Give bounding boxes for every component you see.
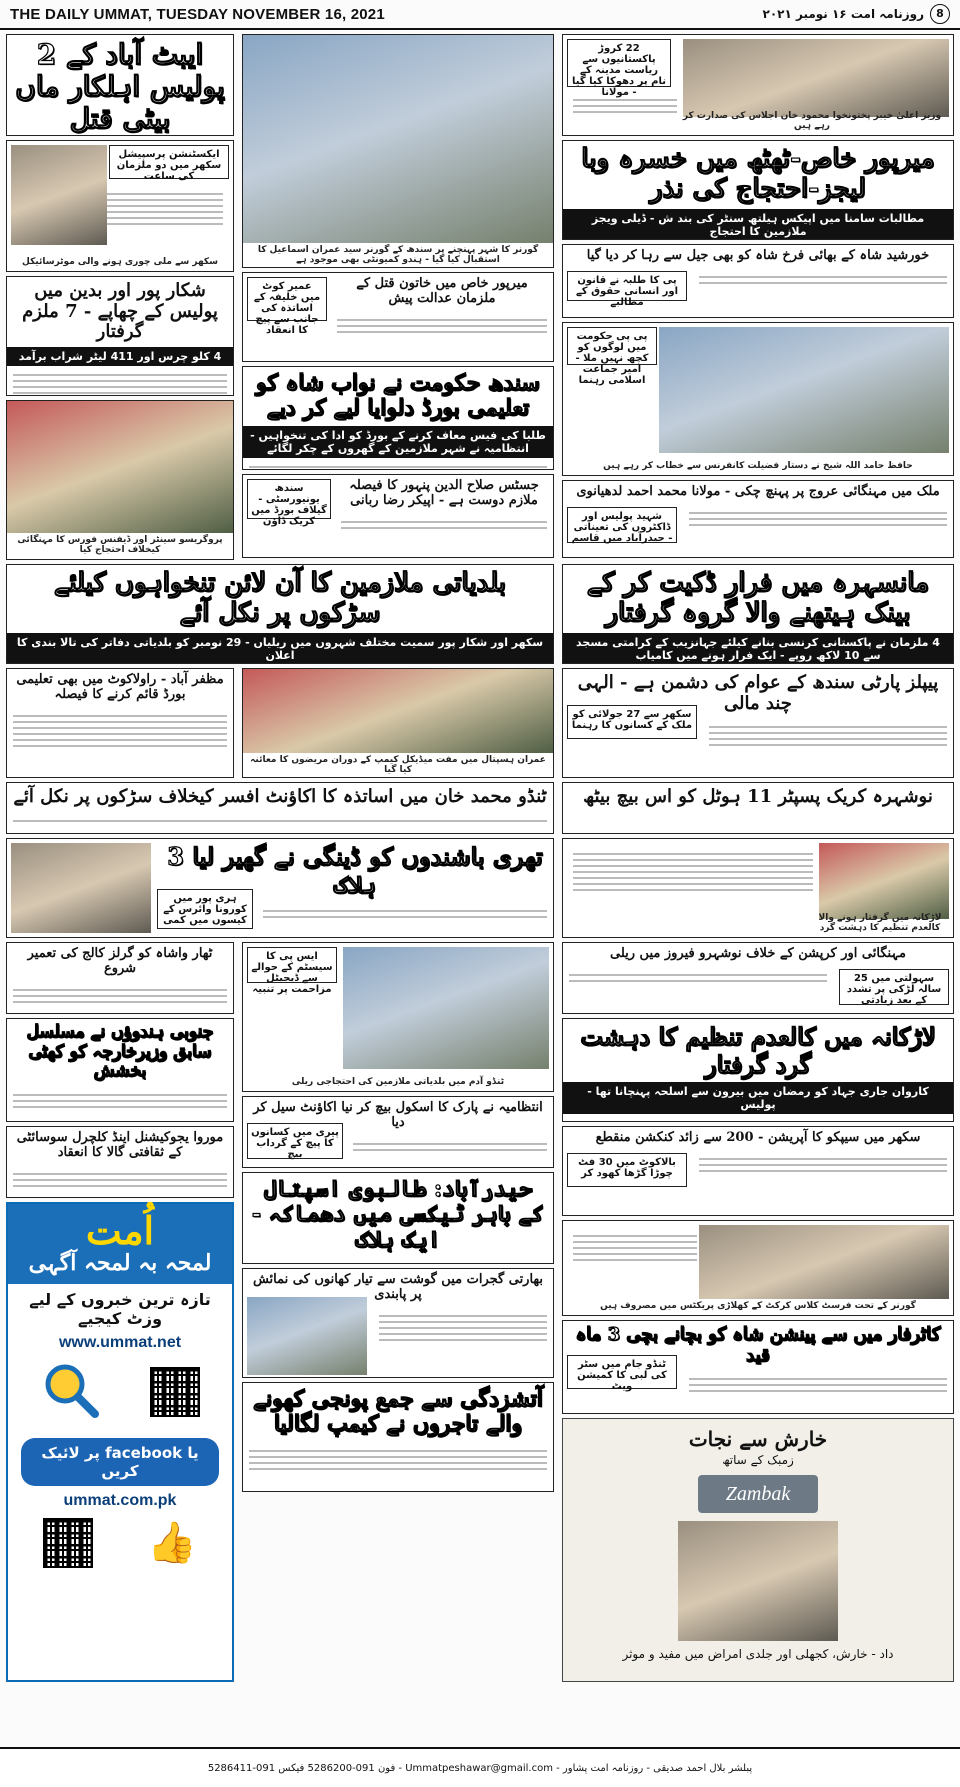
headline-nawabshah-board: سندھ حکومت نے نواب شاہ کو تعلیمی بورڈ دلوایا لیے کر دیے bbox=[256, 370, 540, 422]
story-sepco bbox=[562, 1126, 954, 1216]
caption-conference: حافظ حامد اللہ شیخ نے دستار فضیلت کانفرنس سے خطاب کر رہے ہیں bbox=[603, 461, 913, 471]
teaser-sp-digital: ایس پی کا سیسٹم کے حوالے سے ڈیجیٹل مزاحمت پر تنبیہ bbox=[247, 947, 337, 983]
strap-mansehra-gang: 4 ملزمان نے پاکستانی کرنسی بنانے کیلئے جہانزیب کے کرامتی مسجد سے 10 لاکھ روپے - ایک فرار ہونے میں کامیاب bbox=[563, 633, 953, 664]
qr-code-icon bbox=[150, 1367, 200, 1417]
photo-tando-rally bbox=[343, 947, 549, 1069]
caption-cricket: گورنر کے تحت فرسٹ کلاس کرکٹ کے کھلاڑی پریکٹس میں مصروف ہیں bbox=[600, 1301, 916, 1311]
story-khursheed-shah bbox=[562, 244, 954, 318]
story-larkana-terrorist bbox=[562, 1018, 954, 1122]
strap-nawabshah-board: طلبا کی فیس معاف کرنے کے بورڈ کو ادا کی تنخواہیں - انتظامیہ نے شہر ملازمین کے گھروں کے چکر لگائے bbox=[243, 426, 553, 458]
photo-cricket bbox=[699, 1225, 949, 1299]
zambak-footer: داد - خارش، کجھلی اور جلدی امراض میں مفید و موثر bbox=[622, 1647, 894, 1661]
story-dastar-conference bbox=[562, 322, 954, 476]
headline-morva-society: موروا یجوکیشنل اینڈ کلچرل سوسائٹی کے ثقافتی گالا کا انعقاد bbox=[16, 1130, 224, 1160]
story-abbottabad bbox=[6, 34, 234, 136]
body-lines bbox=[693, 268, 953, 292]
body-lines bbox=[243, 1442, 553, 1478]
teaser-ppp-govt: پی پی حکومت میں لوگوں کو کچھ نہیں ملا - امیر جماعت اسلامی رہنما bbox=[567, 327, 657, 365]
body-lines bbox=[101, 185, 229, 233]
story-nawabshah-board bbox=[242, 366, 554, 470]
story-measles bbox=[562, 140, 954, 240]
body-lines bbox=[7, 1165, 233, 1195]
teaser-tando-jam: ٹنڈو جام میں سٹر کی لبی کا کمیشن ویٹ bbox=[567, 1355, 677, 1389]
story-ludhianvi bbox=[562, 480, 954, 558]
story-progressive-protest bbox=[6, 400, 234, 560]
zambak-subtitle: زمبک کے ساتھ bbox=[722, 1453, 794, 1467]
zambak-brand: Zambak bbox=[698, 1475, 818, 1513]
story-shikarpur bbox=[6, 276, 234, 396]
story-hindu-community bbox=[6, 1018, 234, 1122]
headline-khursheed-shah: خورشید شاہ کے بھائی فرخ شاہ کو بھی جیل سے رہا کر دیا گیا bbox=[586, 248, 930, 263]
headline-fire-traders: آتشزدگی سے جمع پونجی کھونے والے تاجروں نے کیمپ لگالیا bbox=[253, 1386, 543, 1438]
masthead-english-title: THE DAILY UMMAT, TUESDAY NOVEMBER 16, 2021 bbox=[10, 5, 385, 23]
headline-park-account: انتظامیہ نے پارک کا اسکول بیچ کر نیا اکاؤنٹ سیل کر دیا bbox=[253, 1100, 543, 1130]
body-lines bbox=[373, 1307, 553, 1349]
body-lines bbox=[347, 1135, 553, 1159]
story-muzaffarabad-board bbox=[6, 668, 234, 778]
ad-url-ummat-com-pk[interactable]: ummat.com.pk bbox=[63, 1492, 177, 1509]
caption-protest: پروگریسو سینٹر اور ڈیفنس فورس کا مہنگائی کیخلاف احتجاج کیا bbox=[17, 535, 223, 555]
photo-kp-meeting bbox=[683, 39, 949, 117]
body-lines bbox=[331, 311, 553, 341]
story-raza-rabbani bbox=[242, 474, 554, 558]
body-lines bbox=[7, 366, 233, 396]
headline-measles: میرپور خاص-ٹھٹھ میں خسرہ وبا لیجز-احتجاج کی نذر bbox=[581, 144, 935, 204]
ad-header bbox=[8, 1204, 232, 1284]
body-lines bbox=[563, 1114, 953, 1122]
photo-conference bbox=[659, 327, 949, 453]
page-number: 8 bbox=[930, 4, 950, 24]
headline-gujarat-meat: بھارتی گجرات میں گوشت سے تیار کھانوں کی نمائش پر پابندی bbox=[252, 1272, 544, 1302]
story-municipal-employees bbox=[6, 564, 554, 664]
teaser-students: پی کا طلبہ نے قانون اور انسانی حقوق کے مطالبے bbox=[567, 271, 687, 301]
body-lines bbox=[7, 1086, 233, 1116]
headline-hospital-blast: حیدرآباد: طالبوی اسپتال کے باہر ٹیکسی میں دھماکہ - ایک ہلاک bbox=[251, 1176, 545, 1253]
photo-officials bbox=[247, 1297, 367, 1375]
teaser-umarkot: عمیر کوٹ میں خلیفہ کے اساتذہ کی جانب سے پیچ کا انعقاد bbox=[247, 277, 327, 321]
story-thar-dengue bbox=[6, 838, 554, 938]
strap-municipal-employees: سکھر اور شکار پور سمیت مختلف شہروں میں ریلیاں - 29 نومبر کو بلدیاتی دفاتر کی تالا بندی کا اعلان bbox=[7, 633, 553, 664]
headline-mansehra-gang: مانسہرہ میں فرار ڈکیت کر کے بینک ہیتھنے والا گروہ گرفتار bbox=[586, 568, 930, 628]
ad-url-ummat-net[interactable]: www.ummat.net bbox=[58, 1334, 182, 1351]
caption-motorcycle: سکھر سے ملی چوری ہونے والی موٹرسائیکل bbox=[22, 257, 218, 267]
teaser-haripur-corona: ہری پور میں کورونا وائرس کے کیسوں میں کمی bbox=[157, 889, 253, 929]
body-lines bbox=[567, 1227, 703, 1269]
headline-larkana-terrorist: لاڑکانہ میں کالعدم تنظیم کا دہشت گرد گرفتار bbox=[580, 1022, 936, 1079]
story-gujarat-meat bbox=[242, 1268, 554, 1378]
teaser-madina: 22 کروڑ پاکستانیوں سے ریاست مدینہ کے نام پر دھوکا کیا گیا - مولانا bbox=[567, 39, 671, 87]
headline-ppp-enemy: پیپلز پارٹی سندھ کے عوام کی دشمن ہے - الہی چند مالی bbox=[577, 672, 939, 714]
body-lines bbox=[703, 718, 953, 754]
photo-governor bbox=[243, 35, 553, 243]
caption-larkana-arrest: لاڑکانہ میں گرفتار ہونے والا کالعدم تنظیم کا دہشت گرد bbox=[818, 913, 942, 933]
caption-kp-meeting: وزیر اعلیٰ خیبر پختونخوا محمود خان اجلاس کی صدارت کر رہے ہیں bbox=[682, 111, 942, 131]
body-lines bbox=[693, 1150, 953, 1180]
headline-nowshera-inspector: نوشہرہ کریک پسپٹر 11 ہوٹل کو اس بیچ بیٹھ bbox=[583, 786, 933, 807]
story-park-account bbox=[242, 1096, 554, 1168]
story-medical-camp bbox=[242, 668, 554, 778]
story-mansehra-gang bbox=[562, 564, 954, 664]
strap-shikarpur: 4 کلو چرس اور 411 لیٹر شراب برآمد bbox=[7, 347, 233, 366]
headline-nowshero-rally: مہنگائی اور کرپشن کے خلاف نوشہرو فیروز میں ریلی bbox=[610, 946, 906, 961]
story-nowshero-rally bbox=[562, 942, 954, 1014]
story-nowshera-inspector bbox=[562, 782, 954, 834]
story-katrafar bbox=[562, 1320, 954, 1414]
headline-municipal-employees: بلدیاتی ملازمین کا آن لائن تنخواہوں کیلئے سڑکوں پر نکل آئے bbox=[53, 568, 507, 628]
page-footer: پبلشر بلال احمد صدیقی - روزنامہ امت پشاور - Ummatpeshawar@gmail.com - فون 091-5286200 فیکس 091-5286411 bbox=[0, 1747, 960, 1787]
strap-larkana-terrorist: کاروان جاری جہاد کو رمضان میں بیرون سے اسلحہ پہنچانا تھا - پولیس bbox=[563, 1082, 953, 1114]
body-lines bbox=[563, 966, 833, 990]
teaser-balakot: بالاکوٹ میں 30 فٹ چوڑا گڑھا کھود کر bbox=[567, 1153, 687, 1187]
zambak-title: خارش سے نجات bbox=[688, 1427, 828, 1451]
teaser-sindh-university: سندھ یونیورسٹی - گیلاف بورڈ میں کریک ڈاؤن bbox=[247, 479, 331, 519]
ad-icons-row-2 bbox=[8, 1510, 232, 1576]
story-mirpurkhas-court bbox=[242, 272, 554, 362]
strap-measles: مطالبات سامنا میں اپیکس ہیلتھ سنٹر کی بند ش - ڈیلی ویجز ملازمین کا احتجاج bbox=[563, 209, 953, 240]
thumbs-up-icon: 👍 bbox=[147, 1520, 197, 1566]
photo-protest-banner bbox=[11, 843, 151, 933]
headline-raza-rabbani: جسٹس صلاح الدین پنہور کا فیصلہ ملازم دوست ہے - اپیکر رضا ربانی bbox=[349, 478, 539, 508]
headline-hindu-community: جنوبی ہندوؤں نے مسلسل سابق وزیرخارجہ کو کھٹی بخشش bbox=[26, 1022, 214, 1082]
headline-abbottabad: ایبٹ آباد کے 2 پولیس اہلکار ماں بیٹی قتل bbox=[15, 38, 225, 136]
headline-shikarpur: شکار پور اور بدین میں پولیس کے چھاپے - 7 ملزم گرفتار bbox=[22, 280, 218, 343]
body-lines bbox=[683, 1370, 953, 1400]
ad-facebook-line[interactable]: یا facebook پر لائیک کریں bbox=[21, 1438, 219, 1486]
masthead bbox=[0, 0, 960, 30]
story-tando-rally bbox=[242, 942, 554, 1092]
teaser-sehwan-girl: سہولتی میں 25 سالہ لڑکی پر تشدد کے بعد زیادتی bbox=[839, 969, 949, 1005]
body-lines bbox=[243, 1257, 553, 1264]
headline-ludhianvi: ملک میں مہنگائی عروج پر پہنچ چکی - مولانا محمد احمد لدھیانوی bbox=[576, 484, 940, 499]
headline-katrafar: کاٹرفار میں سے پینشن شاہ کو بچانے بچی 3 ماہ قید bbox=[575, 1324, 941, 1366]
story-morva-society bbox=[6, 1126, 234, 1198]
body-lines bbox=[683, 504, 953, 534]
body-lines bbox=[567, 91, 683, 121]
ummat-advertisement bbox=[6, 1202, 234, 1682]
story-governor bbox=[242, 34, 554, 268]
photo-zambak-product bbox=[678, 1521, 838, 1641]
story-tharwashah-college bbox=[6, 942, 234, 1014]
caption-tando-rally: ٹنڈو آدم میں بلدیاتی ملازمین کی احتجاجی ریلی bbox=[291, 1077, 505, 1087]
story-kp-meeting bbox=[562, 34, 954, 136]
masthead-urdu-text: روزنامہ امت ۱۶ نومبر ۲۰۲۱ bbox=[762, 7, 924, 21]
zambak-advertisement bbox=[562, 1418, 954, 1682]
story-cricket bbox=[562, 1220, 954, 1316]
page-grid bbox=[6, 34, 954, 1746]
headline-tharwashah-college: ٹھار واشاہ کو گرلز کالج کی تعمیر شروع bbox=[27, 946, 213, 976]
story-tando-teachers bbox=[6, 782, 554, 834]
photo-larkana-arrest bbox=[819, 843, 949, 919]
qr-code-icon bbox=[43, 1518, 93, 1568]
body-lines bbox=[243, 458, 553, 470]
story-larkana-arrest-photo bbox=[562, 838, 954, 938]
headline-mirpurkhas-court: میرپور خاص میں خاتون قتل کے ملزمان عدالت پیش bbox=[356, 276, 528, 306]
masthead-urdu-title bbox=[763, 4, 951, 24]
story-hospital-blast bbox=[242, 1172, 554, 1264]
ad-icons-row bbox=[8, 1352, 232, 1432]
body-lines bbox=[7, 707, 233, 755]
ad-tagline: لمحہ بہ لمحہ آگہی bbox=[28, 1250, 212, 1276]
body-lines bbox=[567, 845, 819, 899]
teaser-sukkur-farmers: سکھر سے 27 جولائی کو ملک کے کسانوں کا رہنما bbox=[567, 705, 697, 739]
teaser-box: ایکسٹنشن پرسپیشل سکھر میں دو ملزمان کی ساعت bbox=[109, 145, 229, 179]
caption-medical-camp: عمران ہسپتال میں مفت میڈیکل کیمپ کے دوران مریضوں کا معائنہ کیا گیا bbox=[250, 755, 546, 775]
teaser-police-doctors: شہید پولیس اور ڈاکٹروں کی تعیناتی - حیدرآباد میں قاسم bbox=[567, 507, 677, 543]
ummat-logo: اُمت bbox=[85, 1208, 155, 1253]
caption-governor: گورنر کا شہر پہنچنے پر سندھ کے گورنر سید عمران اسماعیل کا استقبال کیا گیا - ہندو کمیونٹی بھی موجود ہے bbox=[257, 245, 539, 265]
photo-protest bbox=[7, 401, 233, 533]
headline-thar-dengue: تھری باشندوں کو ڈینگی نے گھیر لیا 3 ہلاک bbox=[167, 842, 543, 899]
headline-muzaffarabad-board: مظفر آباد - راولاکوٹ میں بھی تعلیمی بورڈ قائم کرنے کا فیصلہ bbox=[16, 672, 224, 702]
photo-medical-camp bbox=[243, 669, 553, 753]
body-lines bbox=[7, 981, 233, 1011]
story-ppp-enemy bbox=[562, 668, 954, 778]
body-lines bbox=[7, 812, 553, 830]
headline-tando-teachers: ٹنڈو محمد خان میں اساتذہ کا اکاؤنٹ افسر کیخلاف سڑکوں پر نکل آئے bbox=[13, 786, 547, 807]
headline-sepco: سکھر میں سیپکو کا آپریشن - 200 سے زائد کنکشن منقطع bbox=[595, 1130, 921, 1145]
search-icon bbox=[41, 1360, 101, 1424]
ad-visit-line: تازہ ترین خبروں کے لیے وزٹ کیجیے bbox=[29, 1290, 211, 1328]
body-lines bbox=[257, 902, 553, 926]
story-fire-traders bbox=[242, 1382, 554, 1492]
body-lines bbox=[335, 513, 553, 537]
story-sukkur-moto bbox=[6, 140, 234, 272]
photo-motorcycle bbox=[11, 145, 107, 245]
teaser-peri-farmers: پیری میں کسانوں کا پیچ کے گرداب بیچ bbox=[247, 1123, 343, 1159]
